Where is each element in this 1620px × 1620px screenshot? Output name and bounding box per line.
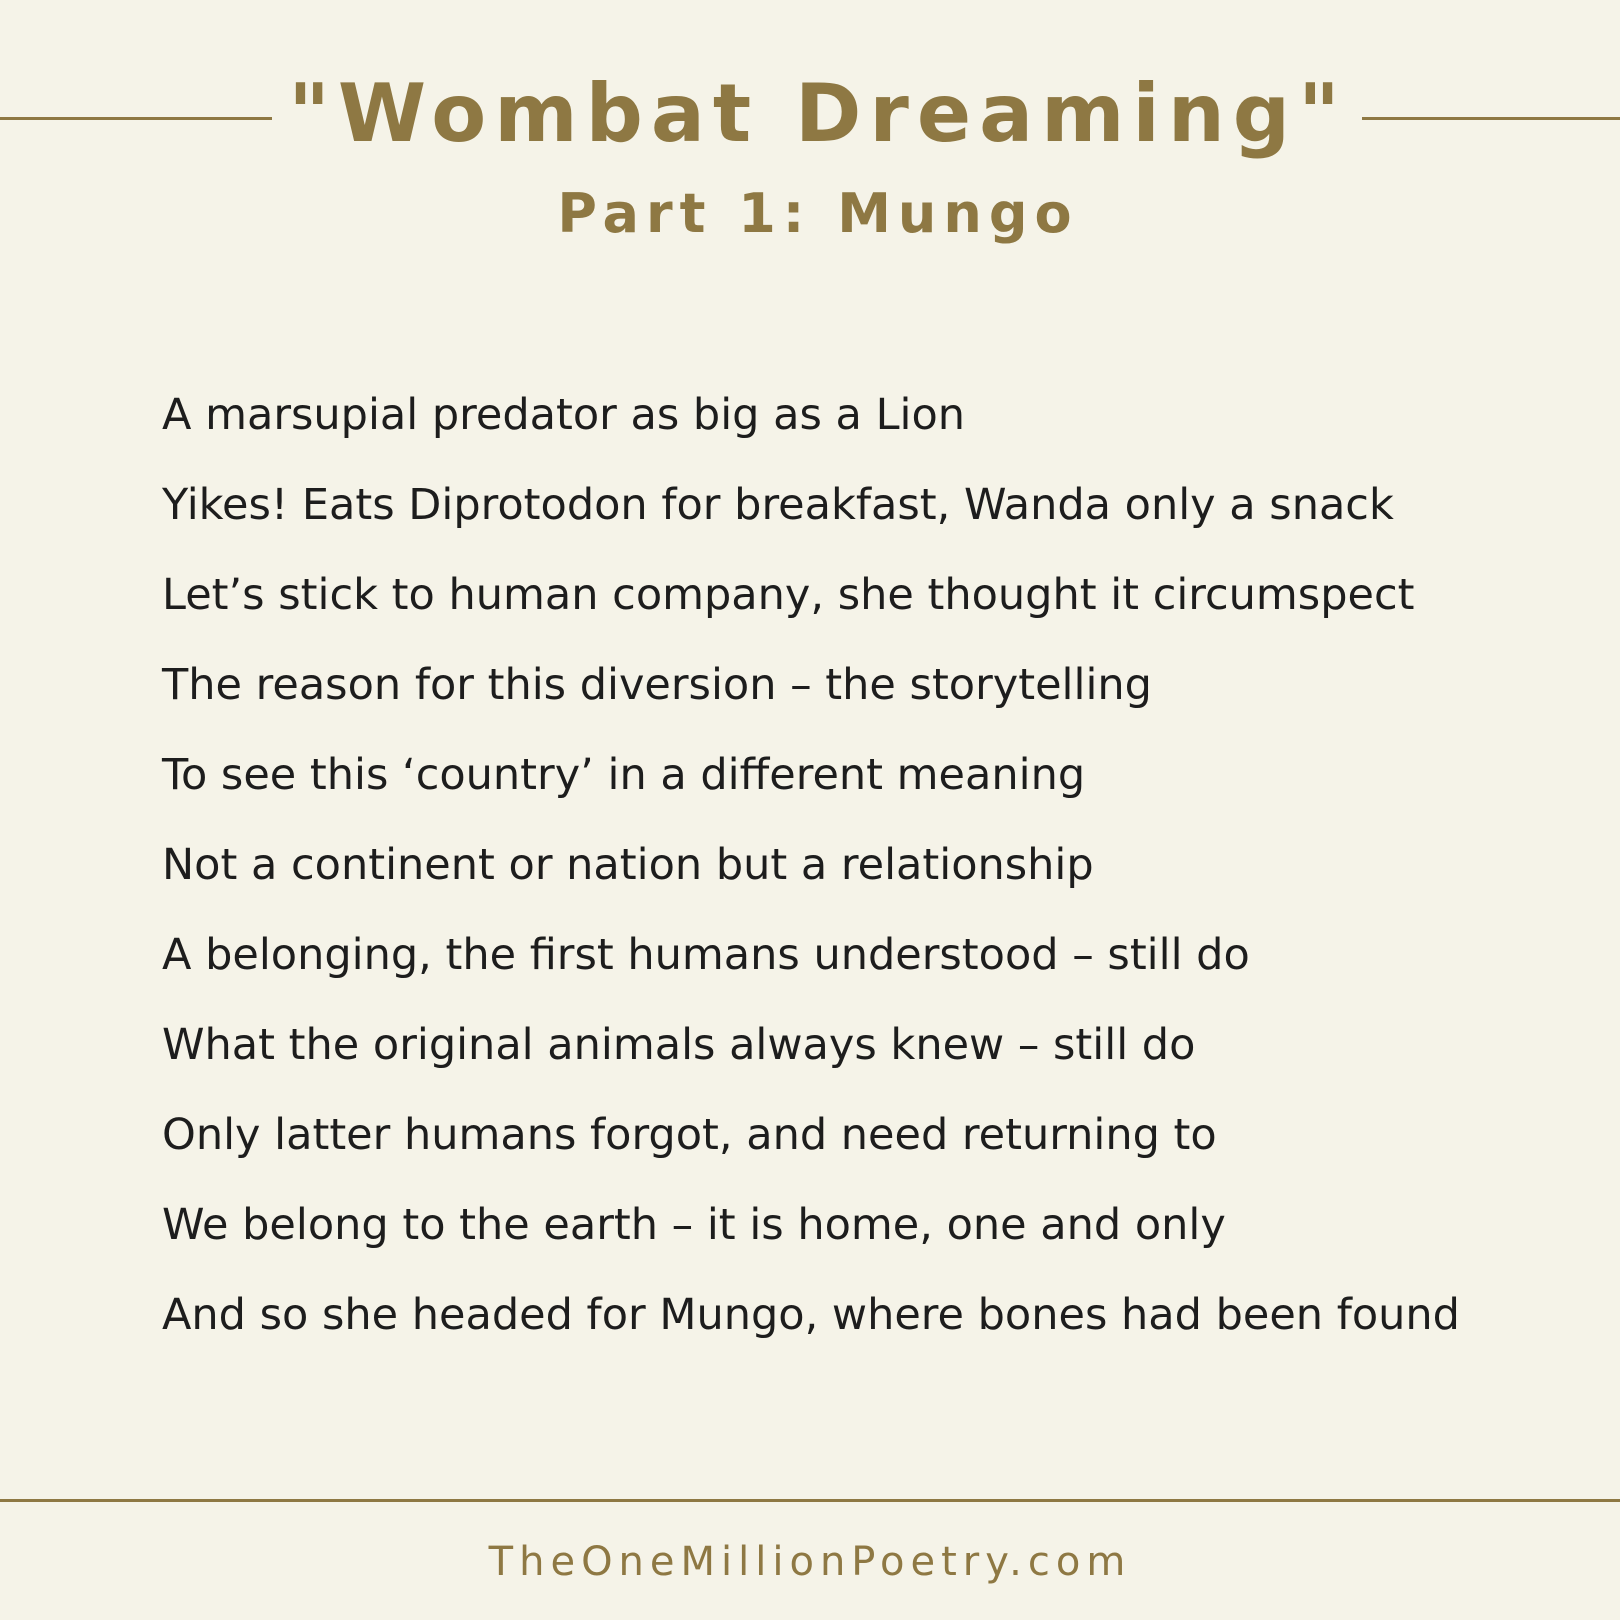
- poem-line: Only latter humans forgot, and need returning to: [162, 1110, 1217, 1160]
- poem-line: Let’s stick to human company, she thought it circumspect: [162, 570, 1415, 620]
- poem-line: Not a continent or nation but a relationship: [162, 840, 1094, 890]
- poem-line: What the original animals always knew – still do: [162, 1020, 1196, 1070]
- poem-title: "Wombat Dreaming": [288, 67, 1348, 160]
- title-rule-right: [1362, 117, 1620, 120]
- poem-line: And so she headed for Mungo, where bones had been found: [162, 1290, 1460, 1340]
- poem-line: To see this ‘country’ in a different meaning: [162, 750, 1086, 800]
- poem-subtitle: Part 1: Mungo: [557, 182, 1079, 245]
- footer-rule: [0, 1499, 1620, 1502]
- poem-line: We belong to the earth – it is home, one and only: [162, 1200, 1226, 1250]
- poem-line: Yikes! Eats Diprotodon for breakfast, Wanda only a snack: [162, 480, 1394, 530]
- title-rule-left: [0, 117, 272, 120]
- poem-line: A belonging, the first humans understood – still do: [162, 930, 1250, 980]
- poem-line: The reason for this diversion – the storytelling: [162, 660, 1152, 710]
- poem-line: A marsupial predator as big as a Lion: [162, 390, 966, 440]
- website-footer: TheOneMillionPoetry.com: [488, 1539, 1132, 1585]
- poem-body: [162, 370, 1562, 1360]
